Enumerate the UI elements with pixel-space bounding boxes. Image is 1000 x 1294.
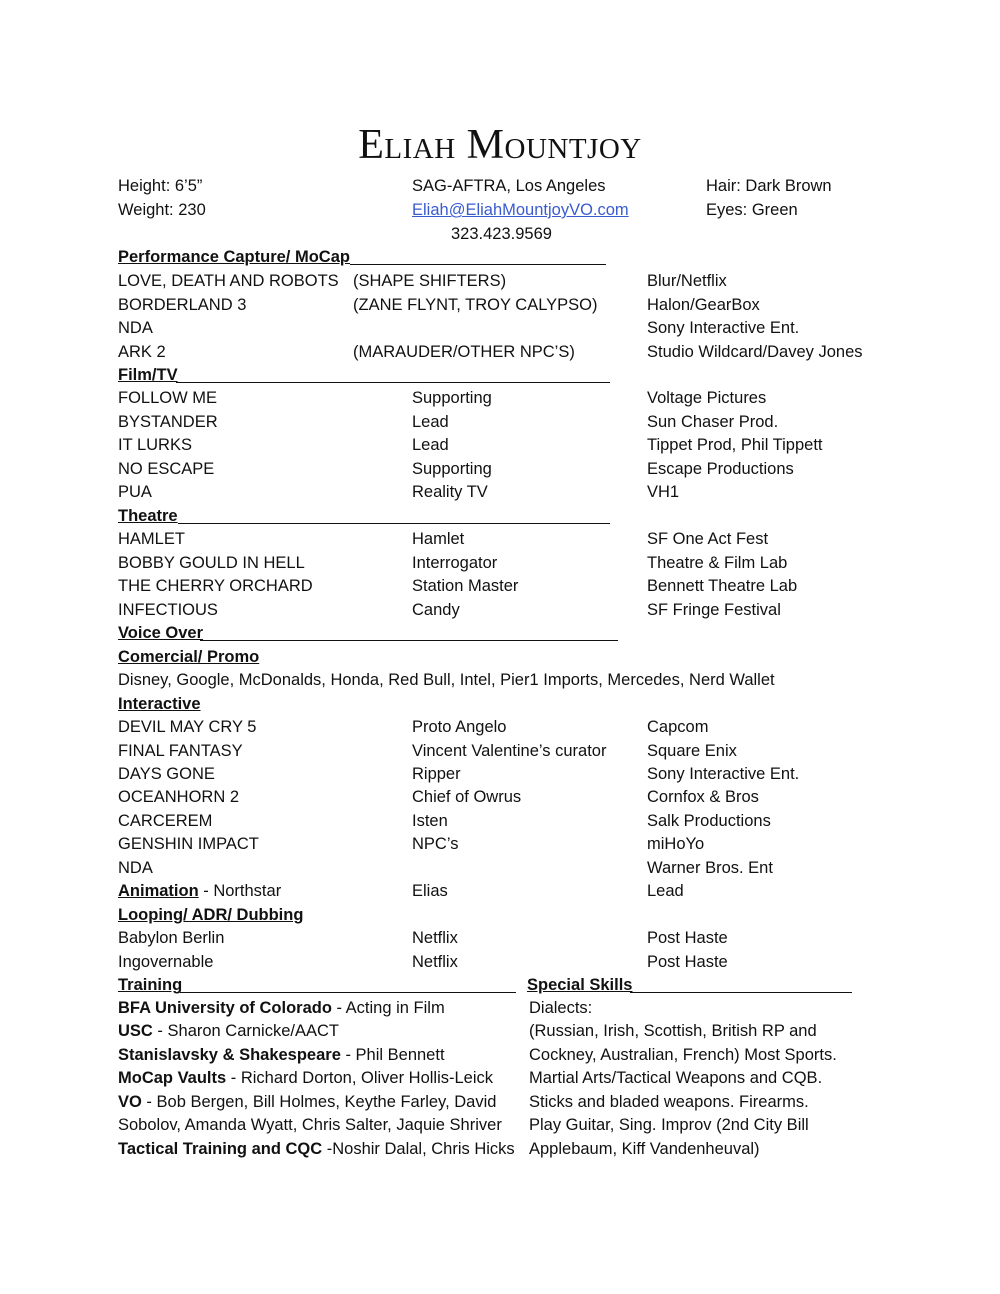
- mocap-role: (SHAPE SHIFTERS): [353, 272, 507, 290]
- animation-role: Elias: [412, 882, 448, 900]
- looping-title: Ingovernable: [118, 953, 214, 971]
- skills-line: (Russian, Irish, Scottish, British RP and: [529, 1022, 817, 1040]
- film-title: IT LURKS: [118, 436, 192, 454]
- training-line: [118, 1068, 493, 1088]
- film-title: FOLLOW ME: [118, 389, 218, 407]
- theatre-company: Bennett Theatre Lab: [647, 577, 798, 595]
- interactive-role: Vincent Valentine’s curator: [412, 742, 607, 760]
- training-school: MoCap Vaults: [118, 1069, 227, 1087]
- training-detail: - Phil Bennett: [340, 1046, 445, 1064]
- interactive-company: Salk Productions: [647, 812, 771, 830]
- interactive-title: DAYS GONE: [118, 765, 215, 783]
- eyes-text: Eyes: Green: [706, 201, 798, 219]
- film-role: Supporting: [412, 460, 492, 478]
- interactive-title: FINAL FANTASY: [118, 742, 243, 760]
- mocap-title: LOVE, DEATH AND ROBOTS: [118, 272, 339, 290]
- theatre-role: Station Master: [412, 577, 519, 595]
- film-company: Escape Productions: [647, 460, 794, 478]
- animation-heading: Animation: [118, 882, 199, 900]
- film-title: BYSTANDER: [118, 413, 218, 431]
- animation-line: [118, 881, 281, 901]
- training-school: VO: [118, 1093, 142, 1111]
- theatre-company: SF Fringe Festival: [647, 601, 781, 619]
- training-school: BFA University of Colorado: [118, 999, 332, 1017]
- skills-line: Applebaum, Kiff Vandenheuval): [529, 1140, 760, 1158]
- training-line: [118, 998, 445, 1018]
- training-line: [118, 1115, 502, 1135]
- skills-heading: Special Skills: [527, 976, 633, 994]
- looping-studio: Post Haste: [647, 953, 728, 971]
- phone-text: 323.423.9569: [451, 225, 552, 243]
- training-detail: - Richard Dorton, Oliver Hollis-Leick: [226, 1069, 494, 1087]
- interactive-role: Proto Angelo: [412, 718, 507, 736]
- mocap-title: BORDERLAND 3: [118, 296, 247, 314]
- mocap-rule: [350, 264, 606, 265]
- film-company: Tippet Prod, Phil Tippett: [647, 436, 823, 454]
- interactive-title: GENSHIN IMPACT: [118, 835, 259, 853]
- looping-title: Babylon Berlin: [118, 929, 225, 947]
- film-role: Reality TV: [412, 483, 488, 501]
- training-detail: -Noshir Dalal, Chris Hicks: [322, 1140, 515, 1158]
- training-school: USC: [118, 1022, 153, 1040]
- theatre-company: SF One Act Fest: [647, 530, 769, 548]
- training-school: Stanislavsky & Shakespeare: [118, 1046, 341, 1064]
- interactive-role: NPC’s: [412, 835, 459, 853]
- interactive-company: Warner Bros. Ent: [647, 859, 773, 877]
- interactive-role: Isten: [412, 812, 448, 830]
- interactive-role: Ripper: [412, 765, 461, 783]
- film-company: Sun Chaser Prod.: [647, 413, 779, 431]
- interactive-title: CARCEREM: [118, 812, 213, 830]
- interactive-title: DEVIL MAY CRY 5: [118, 718, 257, 736]
- interactive-company: Sony Interactive Ent.: [647, 765, 800, 783]
- commercial-clients: Disney, Google, McDonalds, Honda, Red Bull, Intel, Pier1 Imports, Mercedes, Nerd Wallet: [118, 671, 775, 689]
- animation-type: Lead: [647, 882, 684, 900]
- interactive-company: Cornfox & Bros: [647, 788, 759, 806]
- film-role: Lead: [412, 436, 449, 454]
- voiceover-heading: Voice Over: [118, 624, 203, 642]
- mocap-heading: Performance Capture/ MoCap: [118, 248, 350, 266]
- training-line: [118, 1045, 445, 1065]
- training-school: Tactical Training and CQC: [118, 1140, 323, 1158]
- skills-rule: [630, 992, 852, 993]
- training-line: [118, 1092, 496, 1112]
- mocap-company: Halon/GearBox: [647, 296, 760, 314]
- training-line: [118, 1139, 515, 1159]
- skills-line: Sticks and bladed weapons. Firearms.: [529, 1093, 809, 1111]
- interactive-role: Chief of Owrus: [412, 788, 522, 806]
- skills-line: Dialects:: [529, 999, 593, 1017]
- training-detail: - Bob Bergen, Bill Holmes, Keythe Farley, David: [141, 1093, 497, 1111]
- looping-network: Netflix: [412, 929, 458, 947]
- theatre-role: Interrogator: [412, 554, 498, 572]
- training-detail: - Sharon Carnicke/AACT: [152, 1022, 339, 1040]
- actor-name: Eliah Mountjoy: [358, 122, 642, 168]
- film-role: Supporting: [412, 389, 492, 407]
- training-rule: [180, 992, 516, 993]
- mocap-role: (MARAUDER/OTHER NPC’S): [353, 343, 575, 361]
- film-heading: Film/TV: [118, 366, 178, 384]
- theatre-role: Candy: [412, 601, 460, 619]
- theatre-rule: [178, 523, 610, 524]
- training-detail: - Acting in Film: [331, 999, 445, 1017]
- skills-line: Play Guitar, Sing. Improv (2nd City Bill: [529, 1116, 809, 1134]
- mocap-role: (ZANE FLYNT, TROY CALYPSO): [353, 296, 598, 314]
- theatre-title: HAMLET: [118, 530, 185, 548]
- interactive-company: Capcom: [647, 718, 709, 736]
- training-line: [118, 1021, 339, 1041]
- looping-network: Netflix: [412, 953, 458, 971]
- film-title: PUA: [118, 483, 152, 501]
- mocap-title: NDA: [118, 319, 153, 337]
- mocap-company: Sony Interactive Ent.: [647, 319, 800, 337]
- training-detail: Sobolov, Amanda Wyatt, Chris Salter, Jaquie Shriver: [118, 1116, 502, 1134]
- mocap-title: ARK 2: [118, 343, 166, 361]
- interactive-title: NDA: [118, 859, 153, 877]
- interactive-company: Square Enix: [647, 742, 737, 760]
- film-rule: [176, 382, 610, 383]
- film-company: Voltage Pictures: [647, 389, 767, 407]
- height-text: Height: 6’5”: [118, 177, 203, 195]
- skills-line: Cockney, Australian, French) Most Sports.: [529, 1046, 837, 1064]
- union-text: SAG-AFTRA, Los Angeles: [412, 177, 606, 195]
- interactive-company: miHoYo: [647, 835, 705, 853]
- hair-text: Hair: Dark Brown: [706, 177, 832, 195]
- weight-text: Weight: 230: [118, 201, 206, 219]
- looping-heading: Looping/ ADR/ Dubbing: [118, 906, 304, 924]
- animation-company: - Northstar: [198, 882, 282, 900]
- skills-line: Martial Arts/Tactical Weapons and CQB.: [529, 1069, 823, 1087]
- commercial-heading: Comercial/ Promo: [118, 648, 260, 666]
- film-role: Lead: [412, 413, 449, 431]
- theatre-heading: Theatre: [118, 507, 178, 525]
- looping-studio: Post Haste: [647, 929, 728, 947]
- email-link[interactable]: Eliah@EliahMountjoyVO.com: [412, 201, 629, 219]
- film-title: NO ESCAPE: [118, 460, 215, 478]
- mocap-company: Blur/Netflix: [647, 272, 727, 290]
- training-heading: Training: [118, 976, 183, 994]
- theatre-title: INFECTIOUS: [118, 601, 218, 619]
- film-company: VH1: [647, 483, 680, 501]
- theatre-role: Hamlet: [412, 530, 465, 548]
- interactive-heading: Interactive: [118, 695, 201, 713]
- theatre-company: Theatre & Film Lab: [647, 554, 788, 572]
- mocap-company: Studio Wildcard/Davey Jones: [647, 343, 863, 361]
- interactive-title: OCEANHORN 2: [118, 788, 240, 806]
- voiceover-rule: [200, 640, 618, 641]
- theatre-title: BOBBY GOULD IN HELL: [118, 554, 305, 572]
- theatre-title: THE CHERRY ORCHARD: [118, 577, 313, 595]
